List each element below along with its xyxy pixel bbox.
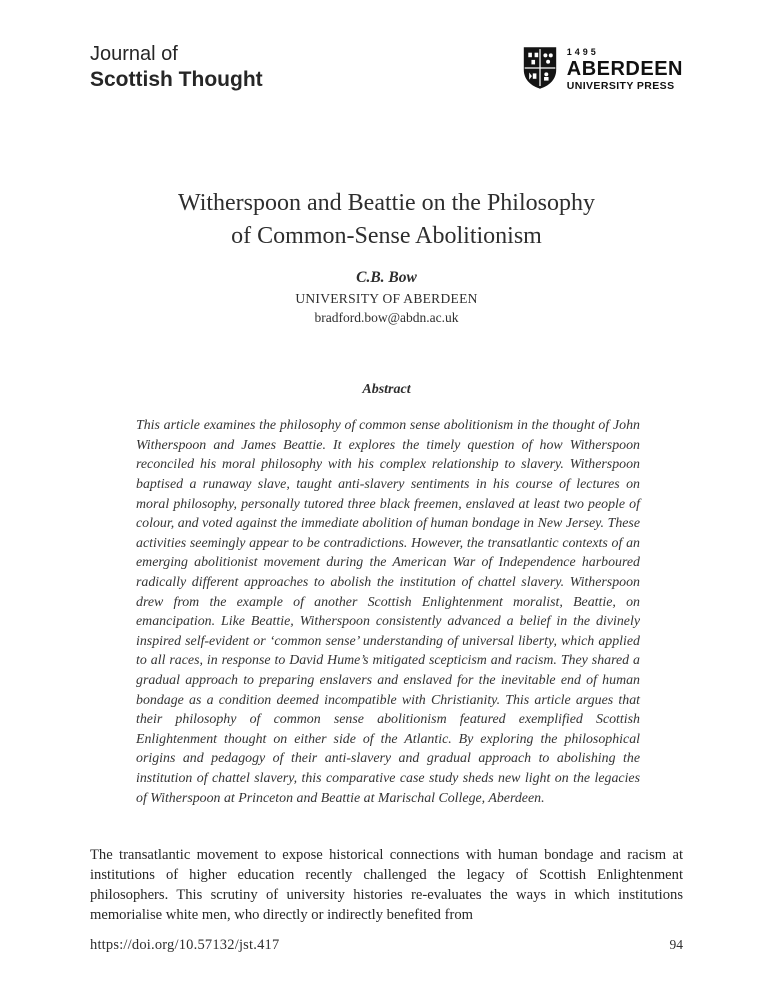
doi-link[interactable]: https://doi.org/10.57132/jst.417	[90, 937, 280, 953]
journal-title-line2: Scottish Thought	[90, 68, 263, 91]
author-name: C.B. Bow	[356, 269, 417, 287]
article-title	[90, 187, 683, 253]
page-header	[90, 42, 683, 95]
press-wordmark	[567, 48, 683, 92]
abstract-text: This article examines the philosophy of common sense abolitionism in the thought of John Witherspoon and James Beattie. It explores the timely question of how Witherspoon reconciled his moral philosophy with his complex relationship to slavery. Witherspoon baptised a runaway slave, taught anti-slavery sentiments in his course of lectures on moral philosophy, personally tutored three black freemen, enslaved at least two people of colour, and voted against the immediate abolition of human bondage in New Jersey. These activities seemingly appear to be contradictions. However, the transatlantic contexts of an emerging abolitionist movement during the American War of Independence harboured radically different approaches to abolish the institution of chattel slavery. Witherspoon drew from the example of another Scottish Enlightenment moralist, Beattie, on emancipation. Like Beattie, Witherspoon consistently advanced a belief in the divinely inspired self-evident or ‘common sense’ understanding of universal liberty, which applied to all races, in response to David Hume’s mitigated scepticism and racism. They shared a gradual approach to preparing enslavers and enslaved for the inevitable end of human bondage as a condition deemed incompatible with Christianity. This article argues that their philosophy of common sense abolitionism featured exemplified Scottish Enlightenment thought on either side of the Atlantic. By exploring the philosophical origins and pedagogy of their anti-slavery and gradual approach to abolishing the institution of chattel slavery, this comparative case study sheds new light on the legacies of Witherspoon at Princeton and Beattie at Marischal College, Aberdeen.	[136, 418, 640, 806]
press-founded-year: 1495	[566, 46, 599, 57]
aberdeen-crest-icon	[522, 46, 558, 95]
university-press-logo	[522, 44, 683, 95]
article-title-line2: of Common-Sense Abolitionism	[231, 223, 542, 250]
journal-title	[90, 42, 263, 92]
abstract-heading: Abstract	[362, 382, 411, 398]
author-block	[90, 269, 683, 326]
body-paragraph: The transatlantic movement to expose historical connections with human bondage and racism at institutions of higher education recently challenged the legacy of Scottish Enlightenment philosophers. This scrutiny of university histories re-evaluates the ways in which institutions memorialise white men, who directly or indirectly benefited from	[90, 847, 683, 924]
author-email[interactable]: bradford.bow@abdn.ac.uk	[314, 310, 459, 326]
press-subtitle: UNIVERSITY PRESS	[566, 79, 675, 92]
article-title-line1: Witherspoon and Beattie on the Philosophy	[178, 190, 595, 216]
page-footer	[90, 937, 683, 954]
press-name: ABERDEEN	[566, 57, 683, 80]
journal-title-line1: Journal of	[90, 43, 178, 65]
author-affiliation: UNIVERSITY OF ABERDEEN	[295, 291, 478, 307]
page-number: 94	[669, 937, 683, 952]
